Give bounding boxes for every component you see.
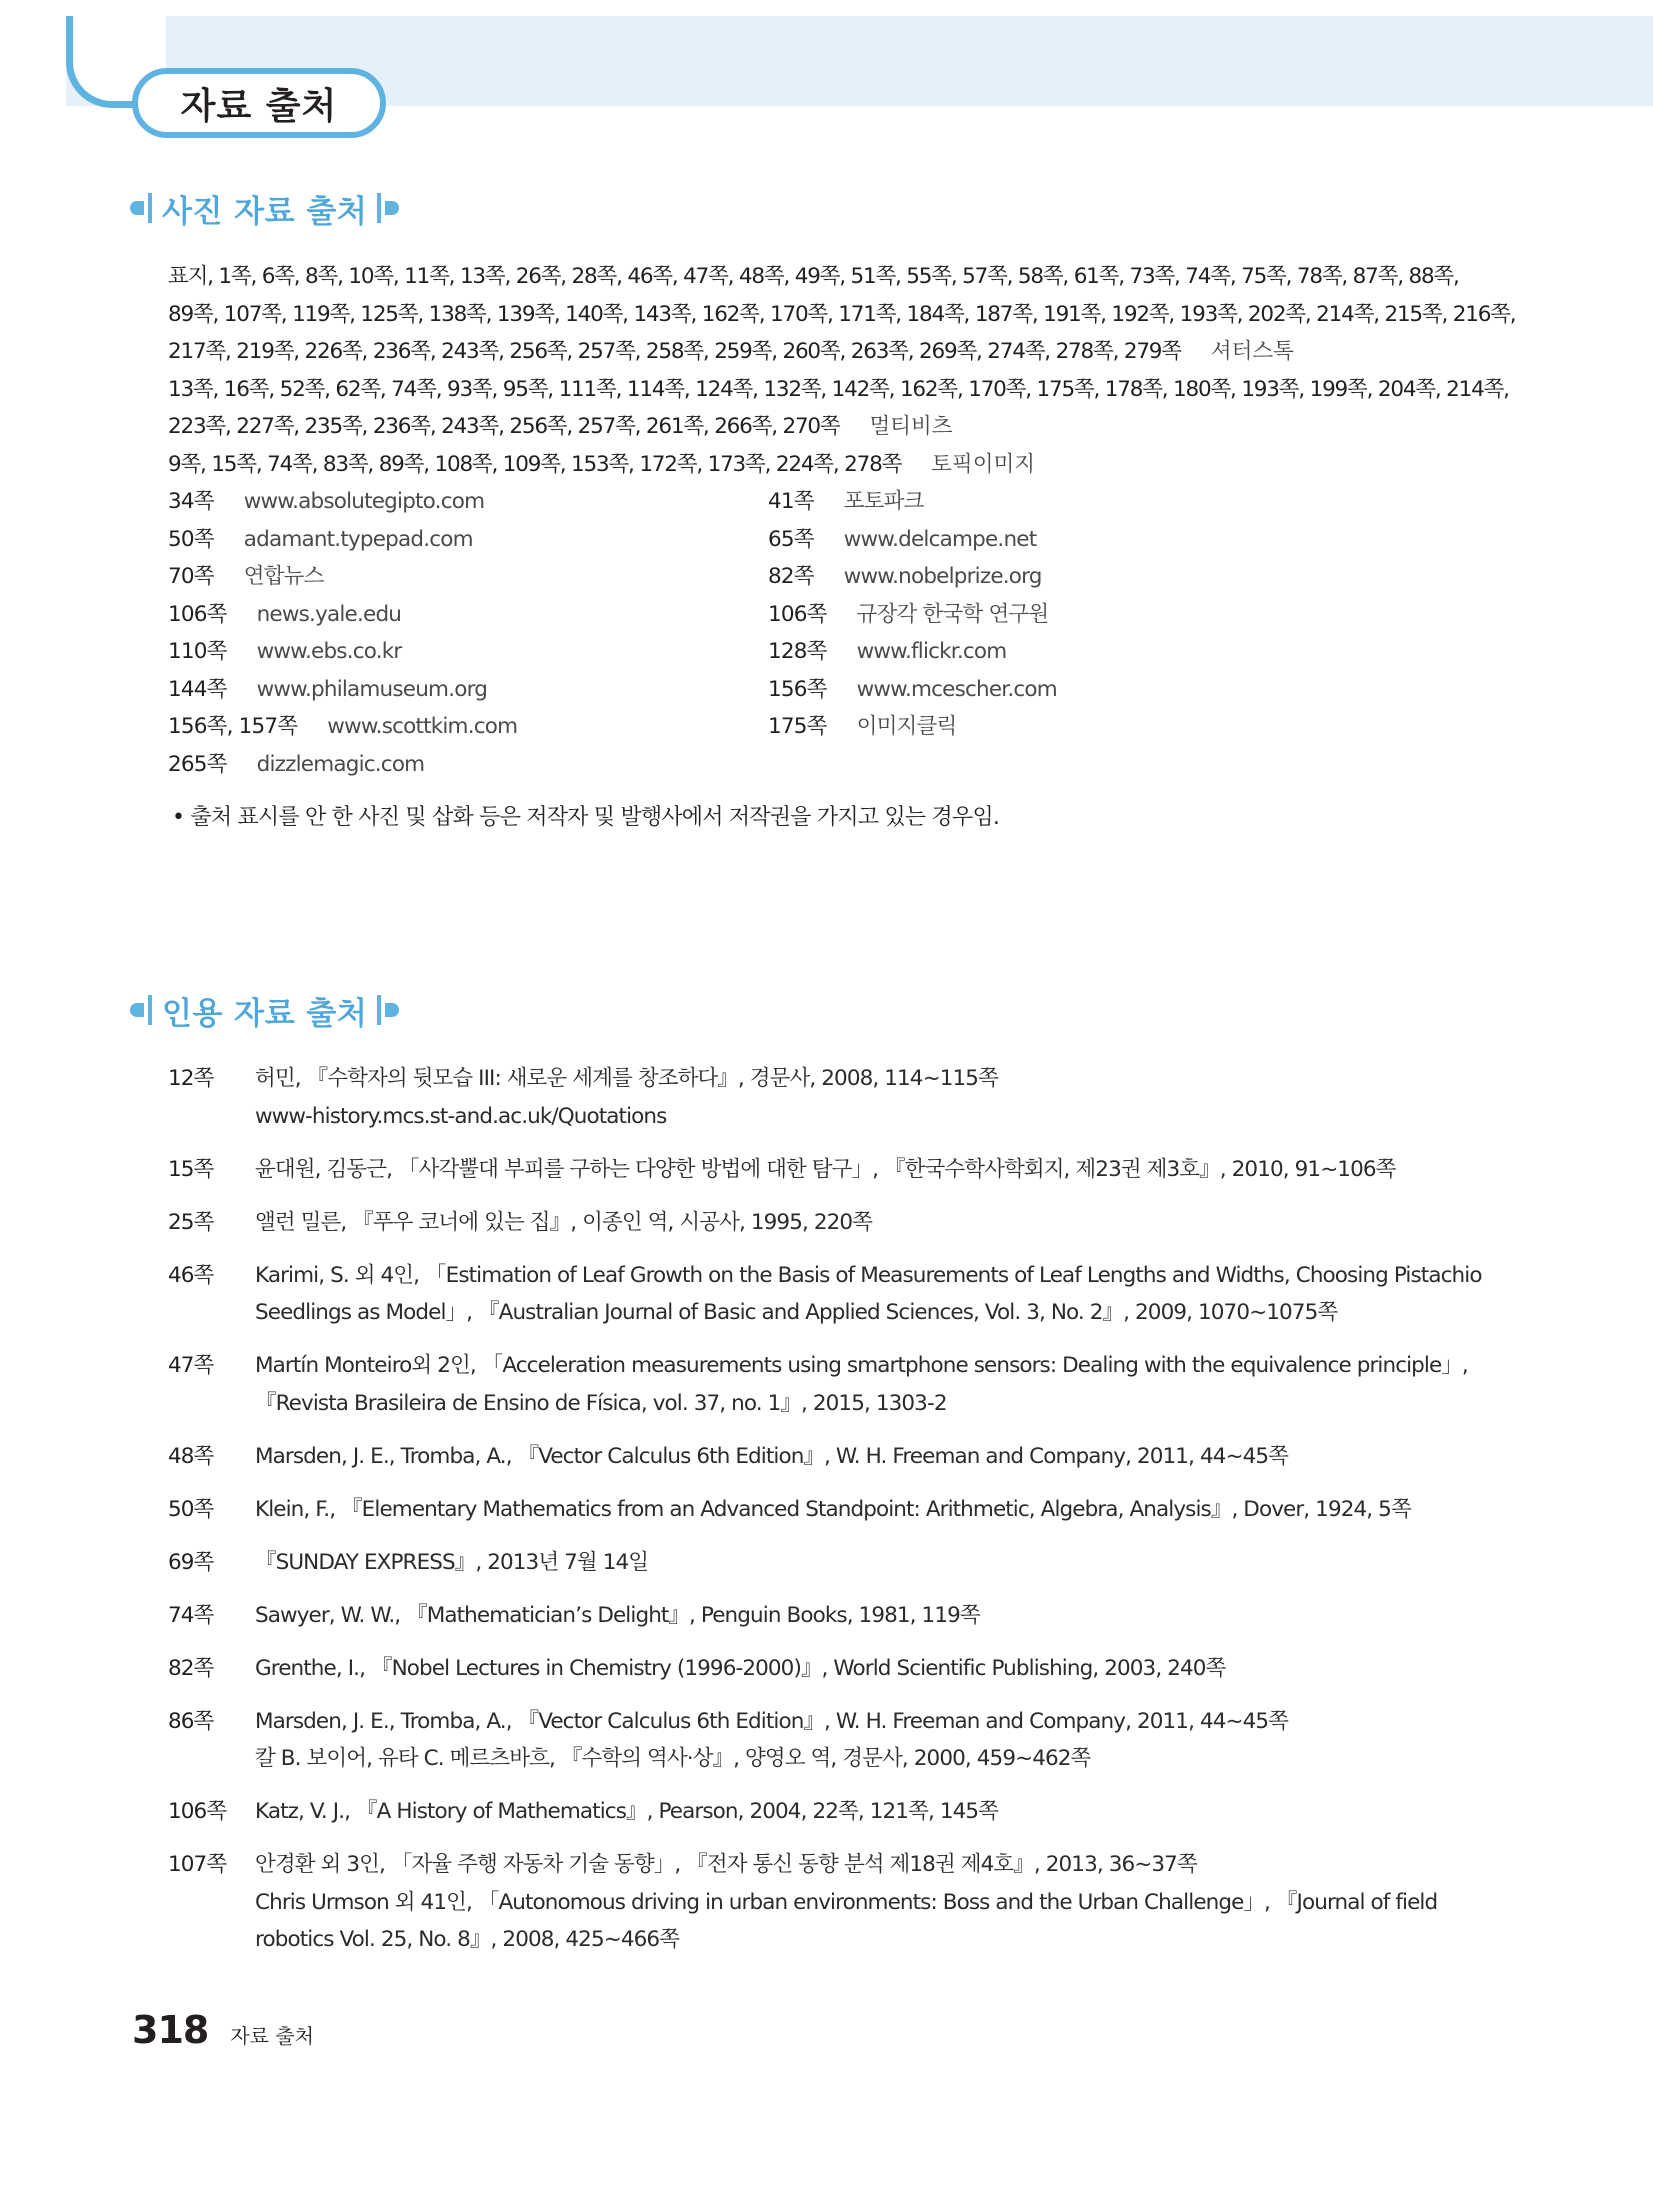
citation-entry	[168, 1703, 1458, 1778]
web-source-item	[168, 671, 768, 709]
citation-section-title: 인용 자료 출처	[162, 995, 368, 1032]
citation-page: 50쪽	[168, 1496, 214, 1522]
photo-page-list: 217쪽, 219쪽, 226쪽, 236쪽, 243쪽, 256쪽, 257쪽, 258쪽, 259쪽, 260쪽, 263쪽, 269쪽, 274쪽, 278쪽, 279쪽	[168, 339, 1181, 364]
citation-entry	[168, 1544, 1458, 1582]
web-source-row	[168, 633, 1368, 671]
web-source-row	[168, 708, 1368, 746]
web-source-item	[168, 558, 768, 596]
web-source-site: www.philamuseum.org	[256, 676, 488, 702]
web-source-row	[168, 521, 1368, 559]
citation-page: 25쪽	[168, 1209, 214, 1235]
page-title-badge	[132, 68, 386, 138]
web-source-item	[768, 633, 1368, 671]
citation-line: Chris Urmson 외 41인, 「Autonomous driving in urban environments: Boss and the Urban Challenge」, 『Journal of field	[255, 1889, 1438, 1915]
citation-list	[168, 1060, 1482, 1974]
citation-line: 『Revista Brasileira de Ensino de Física, vol. 37, no. 1』, 2015, 1303-2	[255, 1390, 947, 1416]
citation-entry	[168, 1491, 1458, 1529]
web-source-site: www.ebs.co.kr	[256, 639, 402, 664]
web-source-site: www.nobelprize.org	[843, 564, 1042, 589]
web-source-item	[168, 521, 768, 559]
web-source-item	[168, 483, 768, 521]
citation-page: 47쪽	[168, 1353, 214, 1378]
web-source-site: 규장각 한국학 연구원	[856, 601, 1049, 627]
copyright-note: • 출처 표시를 안 한 사진 및 삽화 등은 저작자 및 발행사에서 저작권을 가지고 있는 경우임.	[172, 805, 1000, 830]
web-source-item	[168, 633, 768, 671]
citation-entry	[168, 1204, 1458, 1242]
citation-page: 15쪽	[168, 1156, 214, 1182]
citation-page: 106쪽	[168, 1799, 227, 1824]
web-source-page: 265쪽	[168, 751, 227, 777]
web-source-page: 175쪽	[768, 714, 827, 739]
photo-source-name: 셔터스톡	[1210, 339, 1294, 364]
photo-source-name: 토픽이미지	[931, 451, 1036, 477]
citation-page: 46쪽	[168, 1262, 214, 1288]
citation-page: 12쪽	[168, 1066, 214, 1091]
heading-left-marker-icon	[130, 200, 152, 216]
web-source-item	[768, 596, 1368, 634]
web-source-page: 144쪽	[168, 676, 227, 702]
web-source-site: www.delcampe.net	[843, 526, 1037, 552]
citation-line: 윤대원, 김동근, 「사각뿔대 부피를 구하는 다양한 방법에 대한 탐구」, 『한국수학사학회지, 제23권 제3호』, 2010, 91~106쪽	[255, 1156, 1396, 1182]
web-source-site: 포토파크	[843, 489, 924, 514]
citation-body	[255, 1703, 1458, 1778]
citation-body	[255, 1544, 1458, 1582]
web-source-page: 128쪽	[768, 639, 827, 664]
citation-body	[255, 1650, 1458, 1688]
citation-body	[255, 1060, 1458, 1135]
photo-source-line	[168, 258, 1458, 296]
web-source-row	[168, 483, 1368, 521]
citation-body	[255, 1257, 1482, 1332]
web-source-item	[768, 558, 1368, 596]
citation-body	[255, 1204, 1458, 1242]
citation-entry	[168, 1846, 1458, 1959]
web-source-site: 연합뉴스	[243, 564, 324, 589]
citation-entry	[168, 1347, 1468, 1422]
web-source-item	[168, 708, 768, 746]
web-source-page: 106쪽	[168, 601, 227, 627]
citation-line: Sawyer, W. W., 『Mathematician’s Delight』, Penguin Books, 1981, 119쪽	[255, 1602, 980, 1628]
web-source-site: news.yale.edu	[256, 601, 402, 627]
web-source-page: 41쪽	[768, 489, 814, 514]
citation-body	[255, 1151, 1458, 1189]
photo-source-line	[168, 296, 1516, 334]
photo-section-heading	[130, 188, 399, 228]
web-source-page: 70쪽	[168, 564, 214, 589]
citation-entry	[168, 1793, 1458, 1831]
web-source-grid	[168, 483, 1368, 783]
citation-page: 69쪽	[168, 1549, 214, 1575]
web-source-page: 156쪽, 157쪽	[168, 714, 298, 739]
citation-body	[255, 1491, 1458, 1529]
photo-page-list: 9쪽, 15쪽, 74쪽, 83쪽, 89쪽, 108쪽, 109쪽, 153쪽, 172쪽, 173쪽, 224쪽, 278쪽	[168, 451, 902, 477]
web-source-row	[168, 596, 1368, 634]
web-source-item	[168, 746, 795, 784]
photo-source-line	[168, 408, 1458, 446]
citation-page: 82쪽	[168, 1655, 214, 1681]
web-source-site: 이미지클릭	[856, 714, 957, 739]
heading-right-marker-icon	[377, 1002, 399, 1018]
photo-source-list	[168, 258, 1516, 483]
citation-line: robotics Vol. 25, No. 8』, 2008, 425~466쪽	[255, 1927, 680, 1952]
photo-source-line	[168, 333, 1458, 371]
citation-section-heading	[130, 990, 399, 1030]
citation-line: 『SUNDAY EXPRESS』, 2013년 7월 14일	[255, 1549, 649, 1575]
web-source-item	[768, 708, 1368, 746]
heading-right-marker-icon	[377, 200, 399, 216]
web-source-page: 34쪽	[168, 489, 214, 514]
photo-page-list: 89쪽, 107쪽, 119쪽, 125쪽, 138쪽, 139쪽, 140쪽, 143쪽, 162쪽, 170쪽, 171쪽, 184쪽, 187쪽, 191쪽, 192쪽, 193쪽, 202쪽, 214쪽, 215쪽, 216쪽,	[168, 301, 1516, 327]
web-source-page: 50쪽	[168, 526, 214, 552]
photo-source-line	[168, 446, 1458, 484]
citation-page: 48쪽	[168, 1443, 214, 1469]
page-footer	[132, 2008, 314, 2052]
web-source-site: www.flickr.com	[856, 639, 1007, 664]
web-source-page: 106쪽	[768, 601, 827, 627]
web-source-site: www.absolutegipto.com	[243, 489, 485, 514]
citation-entry	[168, 1151, 1458, 1189]
citation-entry	[168, 1257, 1482, 1332]
web-source-item	[768, 483, 1368, 521]
web-source-item	[768, 671, 1368, 709]
photo-section-title: 사진 자료 출처	[162, 193, 368, 230]
web-source-item	[168, 596, 768, 634]
web-source-row	[168, 558, 1368, 596]
citation-entry	[168, 1597, 1458, 1635]
web-source-item	[768, 521, 1368, 559]
web-source-site: www.mcescher.com	[856, 676, 1057, 702]
web-source-page: 65쪽	[768, 526, 814, 552]
citation-line: Marsden, J. E., Tromba, A., 『Vector Calculus 6th Edition』, W. H. Freeman and Company, 2011, 44~45쪽	[255, 1708, 1289, 1734]
citation-line: Katz, V. J., 『A History of Mathematics』, Pearson, 2004, 22쪽, 121쪽, 145쪽	[255, 1799, 999, 1824]
citation-line: Martín Monteiro외 2인, 「Acceleration measurements using smartphone sensors: Dealing with the equivalence principle」,	[255, 1353, 1468, 1378]
photo-page-list: 223쪽, 227쪽, 235쪽, 236쪽, 243쪽, 256쪽, 257쪽, 261쪽, 266쪽, 270쪽	[168, 414, 840, 439]
citation-line: 앨런 밀른, 『푸우 코너에 있는 집』, 이종인 역, 시공사, 1995, 220쪽	[255, 1209, 873, 1235]
citation-line: 안경환 외 3인, 「자율 주행 자동차 기술 동향」, 『전자 통신 동향 분석 제18권 제4호』, 2013, 36~37쪽	[255, 1852, 1197, 1877]
page-number: 318	[132, 2008, 209, 2052]
heading-left-marker-icon	[130, 1002, 152, 1018]
web-source-site: adamant.typepad.com	[243, 526, 473, 552]
citation-line: Klein, F., 『Elementary Mathematics from an Advanced Standpoint: Arithmetic, Algebra, Analysis』, Dover, 1924, 5쪽	[255, 1496, 1411, 1522]
web-source-page: 156쪽	[768, 676, 827, 702]
photo-source-name: 멀티비츠	[869, 414, 953, 439]
citation-line: Grenthe, I., 『Nobel Lectures in Chemistry (1996-2000)』, World Scientific Publishing, 2003, 240쪽	[255, 1655, 1226, 1681]
web-source-site: www.scottkim.com	[327, 714, 518, 739]
citation-line: 칼 B. 보이어, 유타 C. 메르츠바흐, 『수학의 역사·상』, 양영오 역, 경문사, 2000, 459~462쪽	[255, 1746, 1091, 1771]
citation-entry	[168, 1650, 1458, 1688]
citation-body	[255, 1793, 1458, 1831]
citation-line: 허민, 『수학자의 뒷모습 III: 새로운 세계를 창조하다』, 경문사, 2008, 114~115쪽	[255, 1066, 998, 1091]
citation-line: Marsden, J. E., Tromba, A., 『Vector Calculus 6th Edition』, W. H. Freeman and Company, 2011, 44~45쪽	[255, 1443, 1289, 1469]
web-source-site: dizzlemagic.com	[256, 751, 425, 777]
citation-entry	[168, 1060, 1458, 1135]
citation-line: www-history.mcs.st-and.ac.uk/Quotations	[255, 1103, 667, 1129]
citation-body	[255, 1597, 1458, 1635]
photo-page-list: 표지, 1쪽, 6쪽, 8쪽, 10쪽, 11쪽, 13쪽, 26쪽, 28쪽, 46쪽, 47쪽, 48쪽, 49쪽, 51쪽, 55쪽, 57쪽, 58쪽, 61쪽, 73쪽, 74쪽, 75쪽, 78쪽, 87쪽, 88쪽,	[168, 264, 1459, 289]
citation-body	[255, 1846, 1458, 1959]
citation-entry	[168, 1438, 1458, 1476]
citation-page: 86쪽	[168, 1708, 214, 1734]
page-title: 자료 출처	[180, 85, 338, 127]
citation-line: Karimi, S. 외 4인, 「Estimation of Leaf Growth on the Basis of Measurements of Leaf Lengths and Widths, Choosing Pistachio	[255, 1262, 1482, 1288]
photo-page-list: 13쪽, 16쪽, 52쪽, 62쪽, 74쪽, 93쪽, 95쪽, 111쪽, 114쪽, 124쪽, 132쪽, 142쪽, 162쪽, 170쪽, 175쪽, 178쪽, 180쪽, 193쪽, 199쪽, 204쪽, 214쪽,	[168, 376, 1509, 402]
citation-line: Seedlings as Model」, 『Australian Journal of Basic and Applied Sciences, Vol. 3, No. 2』, 2009, 1070~1075쪽	[255, 1300, 1338, 1325]
web-source-page: 82쪽	[768, 564, 814, 589]
citation-body	[255, 1438, 1458, 1476]
citation-body	[255, 1347, 1468, 1422]
web-source-page: 110쪽	[168, 639, 227, 664]
citation-page: 74쪽	[168, 1602, 214, 1628]
web-source-row	[168, 746, 1368, 784]
footer-title: 자료 출처	[230, 2024, 314, 2048]
citation-page: 107쪽	[168, 1852, 227, 1877]
photo-source-line	[168, 371, 1509, 409]
web-source-row	[168, 671, 1368, 709]
